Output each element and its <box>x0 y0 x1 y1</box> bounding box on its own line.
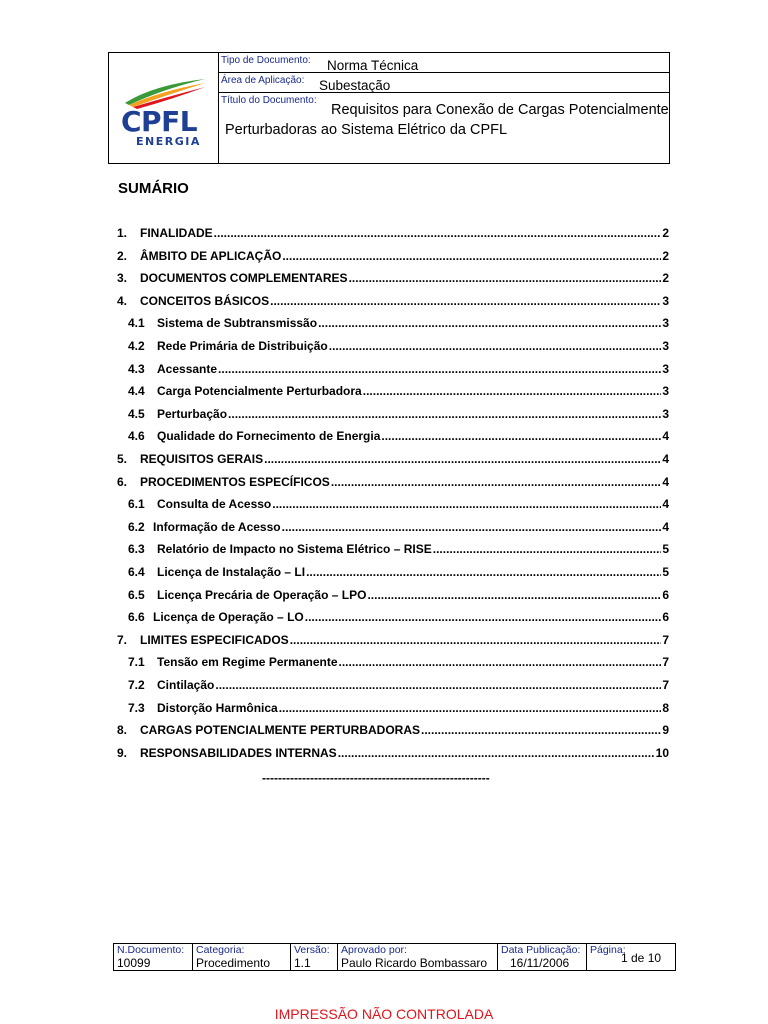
toc-entry[interactable] <box>117 602 669 624</box>
toc-entry-label: Carga Potencialmente Perturbadora <box>157 384 362 399</box>
categoria-value: Procedimento <box>196 956 271 970</box>
toc-entry[interactable] <box>117 738 669 760</box>
toc-dot-leader <box>215 678 661 692</box>
toc-dot-leader <box>218 362 661 376</box>
toc-entry-number: 6.6 <box>128 610 145 625</box>
titulo-label: Título do Documento: <box>221 95 317 106</box>
toc-entry-label: Cintilação <box>157 678 215 692</box>
toc-entry[interactable] <box>117 354 669 376</box>
toc-entry[interactable] <box>117 308 669 330</box>
toc-entry[interactable] <box>117 489 669 511</box>
ndoc-value: 10099 <box>117 956 151 970</box>
toc-entry-page: 3 <box>662 293 669 308</box>
toc-entry-label: Tensão em Regime Permanente <box>157 655 338 670</box>
toc-entry-number: 3. <box>117 271 128 286</box>
toc-entry-page: 9 <box>662 723 669 738</box>
pagina-value: 1 de 10 <box>621 951 662 965</box>
toc-entry[interactable] <box>117 670 669 692</box>
toc-entry-page: 5 <box>662 565 669 579</box>
toc-dot-leader <box>290 633 662 647</box>
toc-entry-page: 7 <box>662 632 669 647</box>
toc-entry-label: Acessante <box>157 361 218 376</box>
toc-entry[interactable] <box>117 444 669 466</box>
titulo-line-2: Perturbadoras ao Sistema Elétrico da CPFL <box>225 122 508 138</box>
toc-entry-page: 3 <box>662 406 669 421</box>
toc-entry[interactable] <box>117 534 669 556</box>
toc-dot-leader <box>367 588 661 602</box>
toc-entry-label: Perturbação <box>157 406 228 421</box>
toc-entry-label: Rede Primária de Distribuição <box>157 339 328 353</box>
footer-versao <box>290 943 337 971</box>
toc-entry-page: 10 <box>655 745 669 760</box>
toc-entry-label: Licença Precária de Operação – LPO <box>157 587 367 602</box>
pagina-label: Página: <box>590 944 626 956</box>
toc-entry-page: 2 <box>662 226 669 240</box>
toc-dot-leader <box>339 655 662 669</box>
toc-entry-number: 7.3 <box>128 700 145 715</box>
logo-subtitle: ENERGIA <box>136 135 201 148</box>
categoria-label: Categoria: <box>196 944 245 956</box>
toc-dot-leader <box>279 701 662 715</box>
toc-entry-number: 7. <box>117 632 128 647</box>
titulo-row <box>219 93 669 163</box>
swoosh-icon <box>123 75 207 109</box>
sumario-title: SUMÁRIO <box>118 180 189 197</box>
toc-entry[interactable] <box>117 263 669 285</box>
cpfl-logo <box>109 53 219 163</box>
toc-entry-number: 4.6 <box>128 429 145 444</box>
uncontrolled-print-notice: IMPRESSÃO NÃO CONTROLADA <box>274 1006 494 1022</box>
toc-entry-number: 6.5 <box>128 587 145 602</box>
toc-entry[interactable] <box>117 512 669 534</box>
tipo-value: Norma Técnica <box>327 58 419 73</box>
aprovado-label: Aprovado por: <box>341 944 407 956</box>
toc-entry[interactable] <box>117 399 669 421</box>
toc-dot-leader <box>363 384 662 398</box>
toc-entry-page: 3 <box>662 316 669 331</box>
toc-entry-page: 6 <box>662 610 669 625</box>
toc-dot-leader <box>270 294 661 308</box>
toc-dot-leader <box>433 542 662 556</box>
toc-entry-number: 7.1 <box>128 655 145 670</box>
toc-dot-leader <box>282 520 662 534</box>
toc-entry-number: 4.1 <box>128 316 145 331</box>
toc-entry[interactable] <box>117 241 669 263</box>
area-label: Área de Aplicação: <box>221 75 305 86</box>
toc-entry-number: 6.3 <box>128 542 145 557</box>
toc-dot-leader <box>331 475 662 489</box>
toc-entry-page: 6 <box>662 587 669 602</box>
toc-entry-label: LIMITES ESPECIFICADOS <box>140 632 289 647</box>
toc-entry-label: Informação de Acesso <box>153 519 281 534</box>
toc-entry-page: 4 <box>662 497 669 512</box>
toc-entry-page: 3 <box>662 384 669 399</box>
toc-entry-number: 8. <box>117 723 128 738</box>
toc-entry-label: Licença de Operação – LO <box>153 610 304 625</box>
toc-dot-leader <box>306 565 661 579</box>
toc-entry-page: 7 <box>662 655 669 670</box>
toc-dot-leader <box>282 249 661 263</box>
toc-entry-label: PROCEDIMENTOS ESPECÍFICOS <box>140 474 330 489</box>
toc-entry[interactable] <box>117 331 669 353</box>
footer-table <box>113 943 676 971</box>
aprovado-value: Paulo Ricardo Bombassaro <box>341 956 488 970</box>
toc-entry-label: ÂMBITO DE APLICAÇÃO <box>140 248 282 263</box>
toc-entry-label: Licença de Instalação – LI <box>157 565 306 579</box>
toc-entry[interactable] <box>117 557 669 579</box>
toc-entry-label: Sistema de Subtransmissão <box>157 316 318 331</box>
toc-entry-page: 5 <box>662 542 669 557</box>
toc-entry[interactable] <box>117 218 669 240</box>
toc-entry-label: Relatório de Impacto no Sistema Elétrico – RISE <box>157 542 432 557</box>
ndoc-label: N.Documento: <box>117 944 185 956</box>
toc-entry-number: 4.3 <box>128 361 145 376</box>
toc-entry[interactable] <box>117 625 669 647</box>
toc-entry-number: 6.2 <box>128 519 145 534</box>
toc-dot-leader <box>318 316 661 330</box>
toc-entry-number: 4. <box>117 293 128 308</box>
toc-entry-number: 6.4 <box>128 565 145 579</box>
versao-label: Versão: <box>294 944 330 956</box>
toc-entry-number: 6.1 <box>128 497 145 512</box>
divider-line: --------------------------------------------------------- <box>262 771 490 785</box>
toc-entry-page: 8 <box>662 700 669 715</box>
toc-entry-label: Distorção Harmônica <box>157 700 278 715</box>
toc-entry[interactable] <box>117 580 669 602</box>
toc-entry-number: 4.4 <box>128 384 145 399</box>
toc-entry-number: 1. <box>117 226 128 240</box>
area-row <box>219 73 669 93</box>
toc-entry-page: 4 <box>662 429 669 444</box>
toc-entry-label: DOCUMENTOS COMPLEMENTARES <box>140 271 348 286</box>
toc-entry[interactable] <box>117 715 669 737</box>
tipo-row <box>219 53 669 73</box>
logo-wordmark: CPFL <box>121 105 198 138</box>
toc-entry[interactable] <box>117 467 669 489</box>
tipo-label: Tipo de Documento: <box>221 55 311 66</box>
toc-entry[interactable] <box>117 376 669 398</box>
toc-entry-label: REQUISITOS GERAIS <box>140 452 264 466</box>
toc-entry-page: 3 <box>662 361 669 376</box>
toc-dot-leader <box>349 271 662 285</box>
toc-entry-label: Qualidade do Fornecimento de Energia <box>157 429 381 444</box>
area-value: Subestação <box>319 78 391 93</box>
toc-dot-leader <box>329 339 662 353</box>
toc-entry-number: 2. <box>117 248 128 263</box>
toc-entry-page: 2 <box>662 248 669 263</box>
toc-entry[interactable] <box>117 286 669 308</box>
titulo-line-1: Requisitos para Conexão de Cargas Potencialmente <box>331 102 669 118</box>
toc-entry-number: 6. <box>117 474 128 489</box>
footer-categoria <box>192 943 290 971</box>
toc-dot-leader <box>264 452 661 466</box>
toc-entry-number: 9. <box>117 745 128 760</box>
toc-entry[interactable] <box>117 647 669 669</box>
toc-entry[interactable] <box>117 693 669 715</box>
footer-ndoc <box>113 943 192 971</box>
toc-dot-leader <box>214 226 662 240</box>
toc-dot-leader <box>421 723 661 737</box>
toc-entry-number: 4.5 <box>128 406 145 421</box>
toc-entry-label: CARGAS POTENCIALMENTE PERTURBADORAS <box>140 723 421 738</box>
toc-dot-leader <box>228 407 661 421</box>
toc-entry-page: 4 <box>662 474 669 489</box>
document-header <box>108 52 670 164</box>
toc-entry-page: 2 <box>662 271 669 286</box>
toc-dot-leader <box>272 497 661 511</box>
toc-entry-page: 4 <box>662 452 669 466</box>
toc-entry-page: 3 <box>662 339 669 353</box>
data-value: 16/11/2006 <box>510 956 570 970</box>
versao-value: 1.1 <box>294 956 311 970</box>
footer-data <box>497 943 586 971</box>
toc-entry-number: 7.2 <box>128 678 145 692</box>
toc-dot-leader <box>338 746 655 760</box>
toc-entry-page: 4 <box>662 519 669 534</box>
footer-aprovado <box>337 943 497 971</box>
toc-entry-label: CONCEITOS BÁSICOS <box>140 293 270 308</box>
toc-entry-label: RESPONSABILIDADES INTERNAS <box>140 745 337 760</box>
toc-entry-number: 4.2 <box>128 339 145 353</box>
toc-entry-page: 7 <box>662 678 669 692</box>
toc-dot-leader <box>381 429 661 443</box>
footer-pagina <box>586 943 676 971</box>
toc-entry-label: FINALIDADE <box>140 226 213 240</box>
toc-dot-leader <box>305 610 662 624</box>
toc-entry[interactable] <box>117 421 669 443</box>
toc-entry-label: Consulta de Acesso <box>157 497 272 512</box>
data-label: Data Publicação: <box>501 944 581 956</box>
toc-entry-number: 5. <box>117 452 128 466</box>
